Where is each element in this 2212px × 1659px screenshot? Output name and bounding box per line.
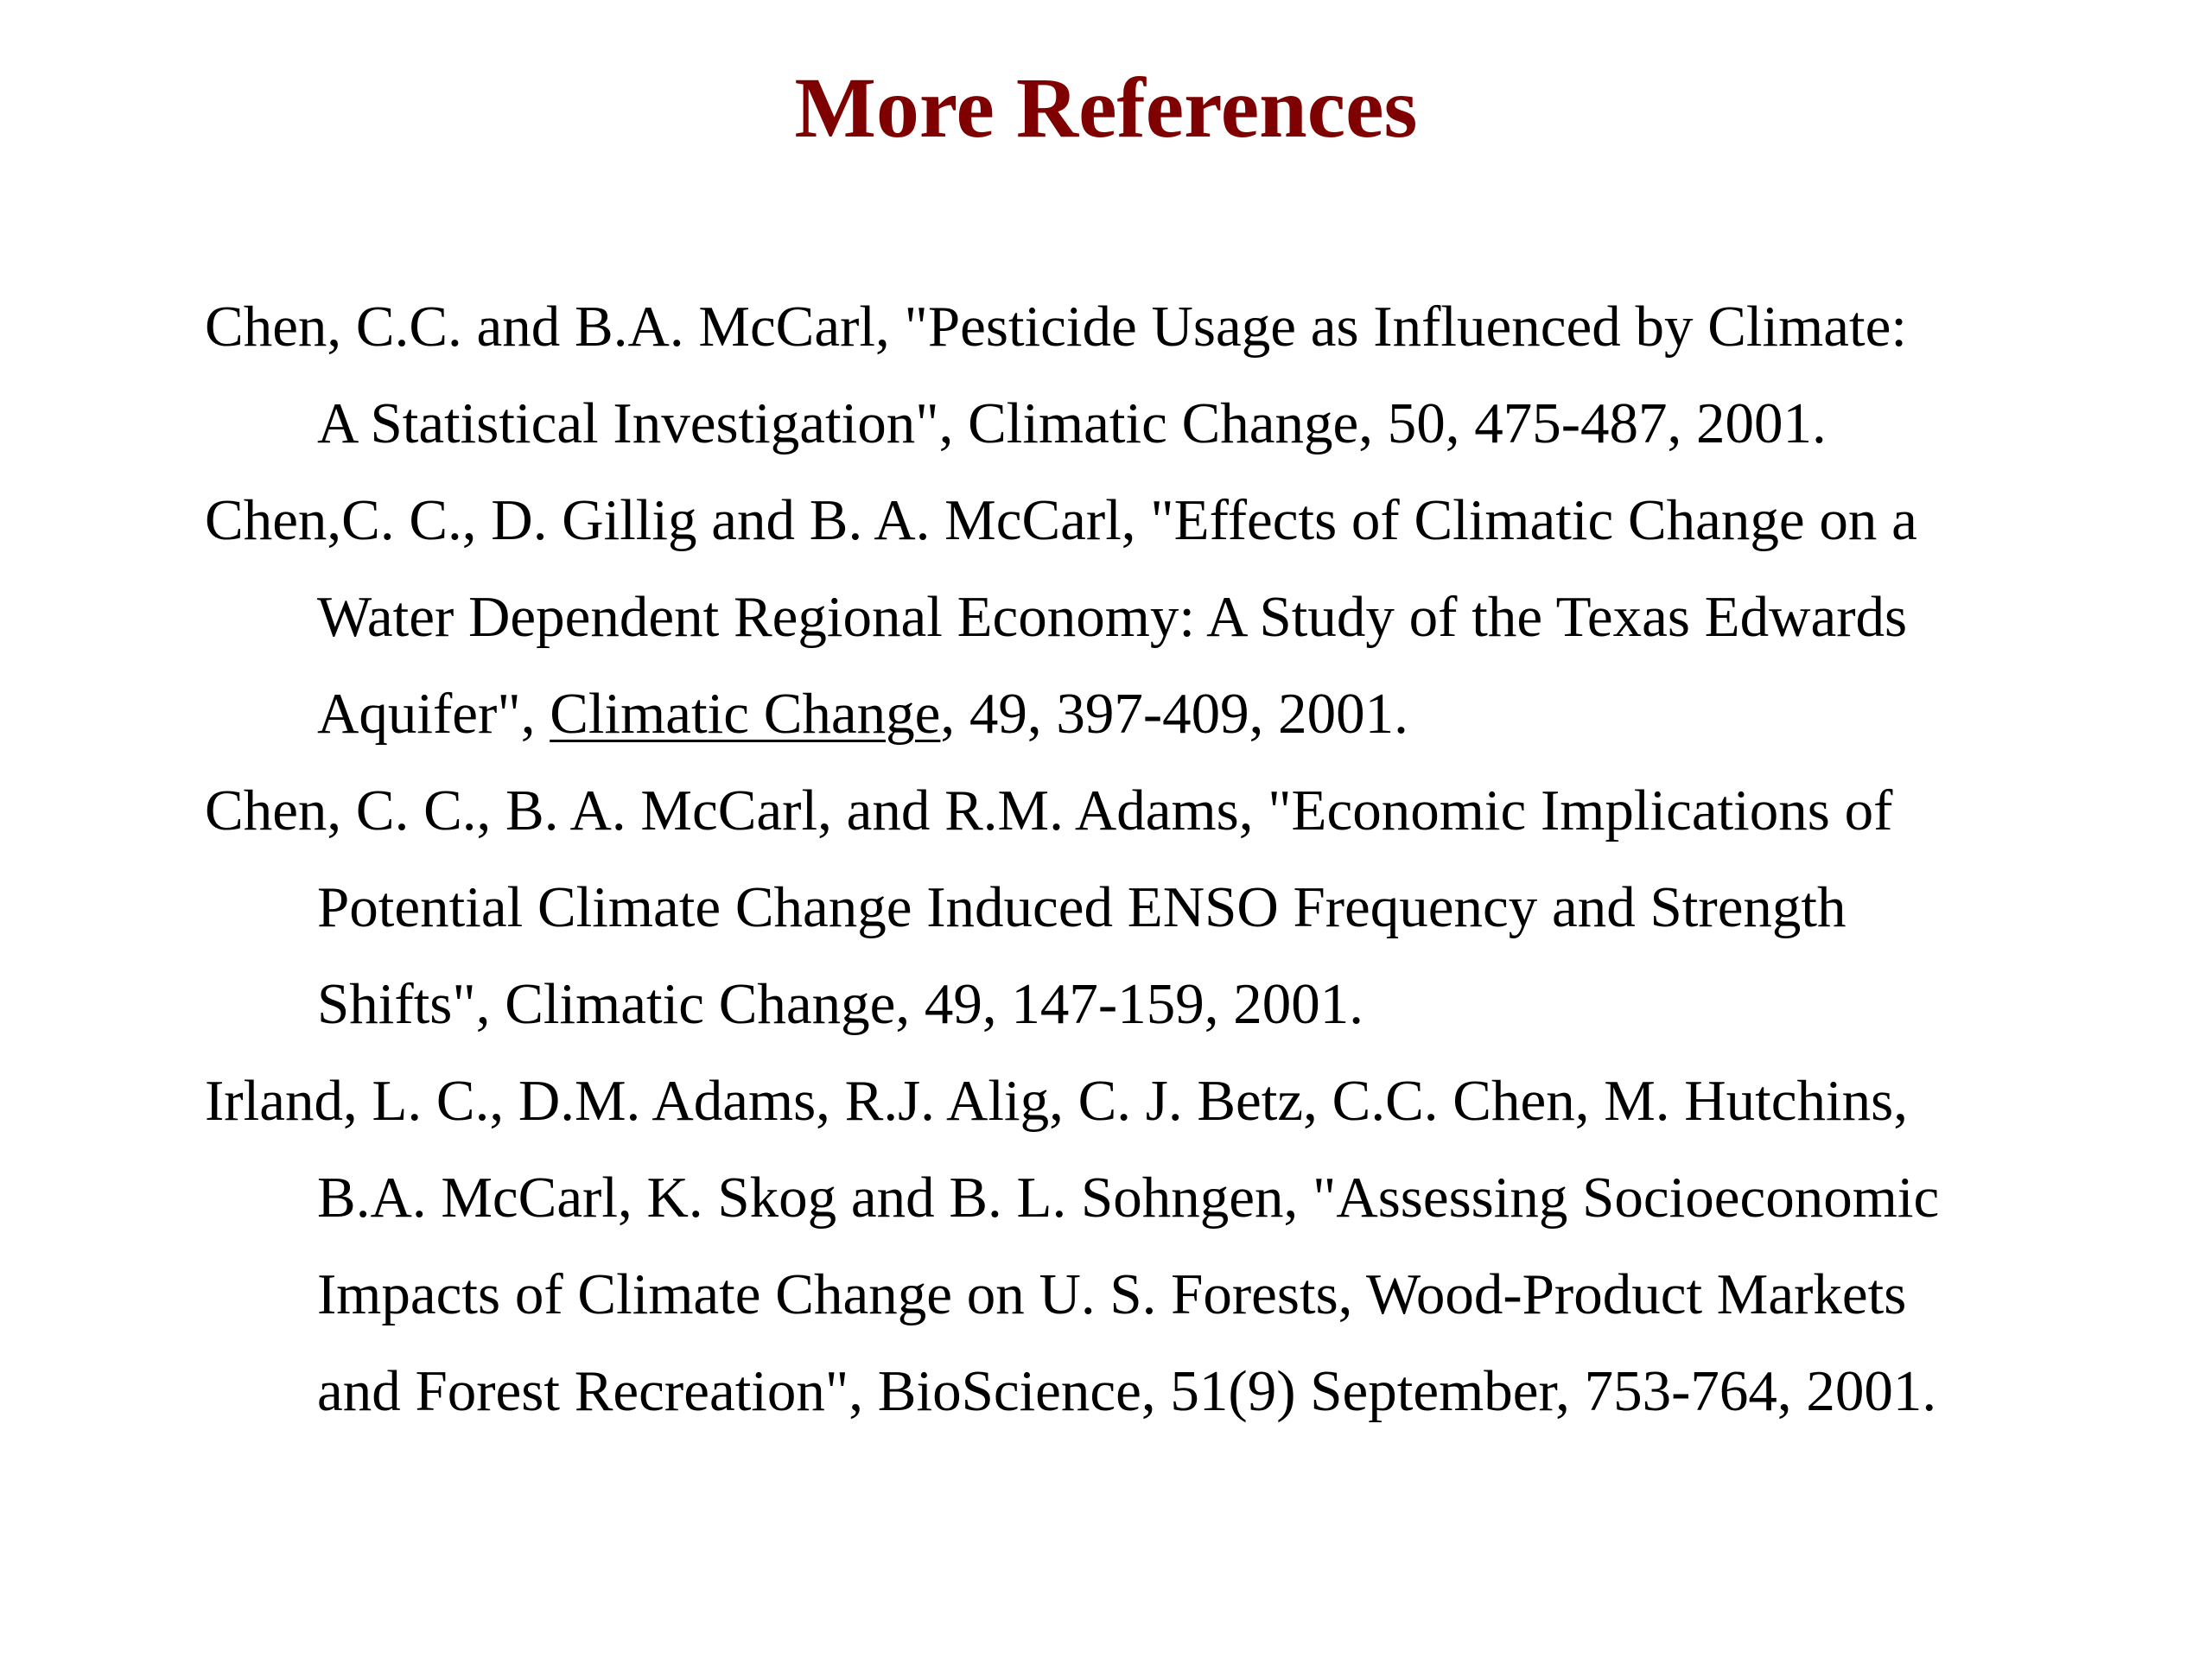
reference-item: [205, 472, 2088, 762]
journal-title-underlined: Climatic Change: [550, 682, 941, 746]
reference-line: Irland, L. C., D.M. Adams, R.J. Alig, C. J. Betz, C.C. Chen, M. Hutchins,: [205, 1069, 1908, 1133]
reference-line: Shifts", Climatic Change, 49, 147-159, 2001.: [317, 972, 1363, 1036]
reference-item: [205, 278, 2088, 472]
reference-line: Chen, C. C., B. A. McCarl, and R.M. Adams, "Economic Implications of: [205, 779, 1893, 842]
reference-list: [205, 278, 2088, 1440]
reference-line: A Statistical Investigation", Climatic Change, 50, 475-487, 2001.: [317, 391, 1827, 455]
reference-item: [205, 1052, 2088, 1440]
reference-line: Water Dependent Regional Economy: A Study of the Texas Edwards: [317, 585, 1908, 649]
reference-line: Impacts of Climate Change on U. S. Forests, Wood-Product Markets: [317, 1262, 1907, 1326]
page-title: More References: [794, 60, 1418, 156]
reference-text: , 49, 397-409, 2001.: [940, 682, 1408, 746]
reference-line: Chen,C. C., D. Gillig and B. A. McCarl, "Effects of Climatic Change on a: [205, 488, 1917, 552]
reference-line: and Forest Recreation", BioScience, 51(9) September, 753-764, 2001.: [317, 1359, 1937, 1423]
reference-line: Potential Climate Change Induced ENSO Frequency and Strength: [317, 875, 1847, 939]
reference-line: [205, 665, 2088, 762]
reference-line: Chen, C.C. and B.A. McCarl, "Pesticide Usage as Influenced by Climate:: [205, 295, 1907, 359]
reference-line: B.A. McCarl, K. Skog and B. L. Sohngen, "Assessing Socioeconomic: [317, 1166, 1940, 1230]
reference-item: [205, 762, 2088, 1052]
reference-text: Aquifer",: [317, 682, 550, 746]
